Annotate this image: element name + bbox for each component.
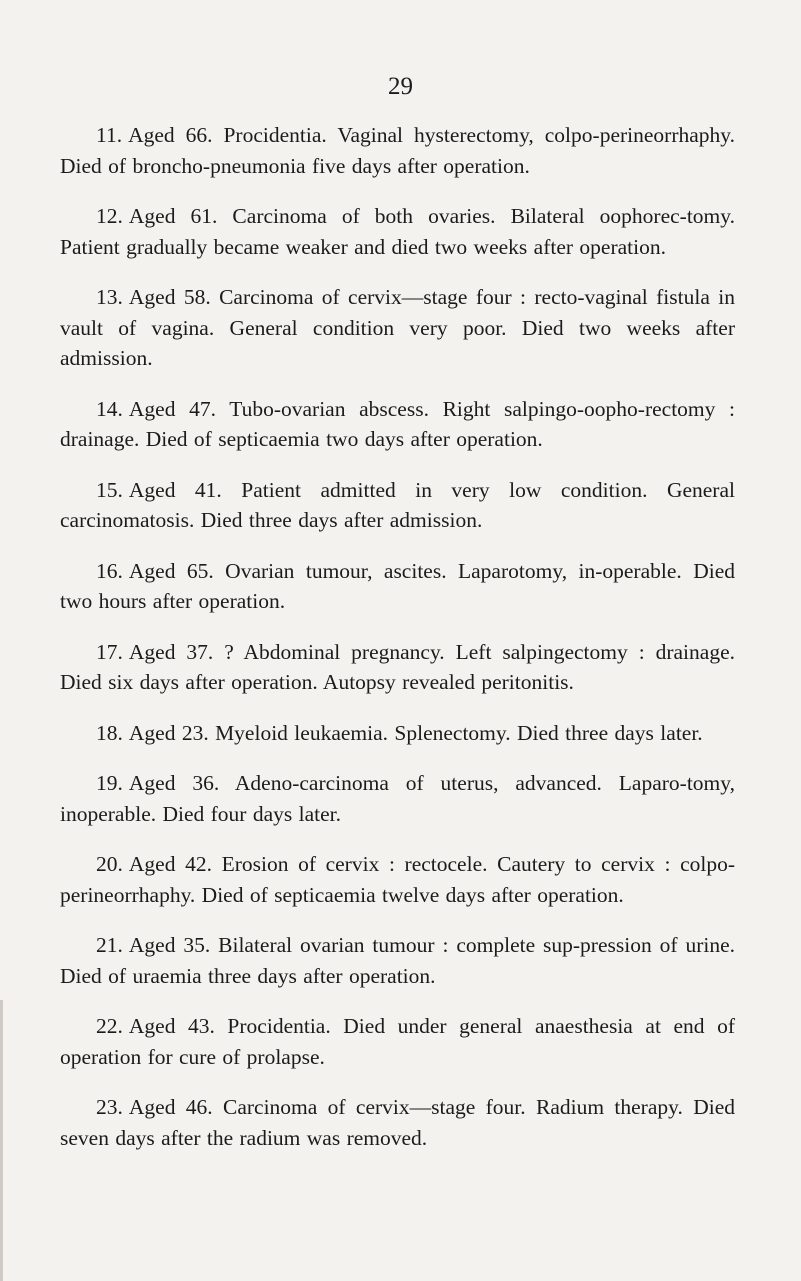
list-item <box>60 718 735 749</box>
entry-text: Aged 42. Erosion of cervix : rectocele. Cautery to cervix : colpo-perineorrhaphy. Died of septicaemia twelve days after operation. <box>60 852 735 907</box>
list-item <box>60 1011 735 1072</box>
entry-number: 15. <box>96 477 123 502</box>
entry-text: Aged 46. Carcinoma of cervix—stage four. Radium therapy. Died seven days after the radium was removed. <box>60 1095 735 1150</box>
list-item <box>60 637 735 698</box>
list-item <box>60 1092 735 1153</box>
entry-number: 20. <box>96 852 123 876</box>
entry-text: Aged 36. Adeno-carcinoma of uterus, advanced. Laparo-tomy, inoperable. Died four days later. <box>60 771 735 826</box>
list-item <box>60 556 735 617</box>
entry-number: 18. <box>96 720 123 745</box>
entry-number: 12. <box>96 204 123 228</box>
entry-number: 13. <box>96 285 123 309</box>
entry-number: 22. <box>96 1014 123 1038</box>
entry-text: Aged 43. Procidentia. Died under general anaesthesia at end of operation for cure of prolapse. <box>60 1014 735 1069</box>
entry-text: Aged 47. Tubo-ovarian abscess. Right salpingo-oopho-rectomy : drainage. Died of septicaemia two days after operation. <box>60 396 735 451</box>
entry-number: 19. <box>96 771 123 795</box>
entry-number: 21. <box>96 933 123 957</box>
list-item <box>60 849 735 910</box>
list-item <box>60 282 735 374</box>
list-item <box>60 930 735 991</box>
entry-text: Aged 35. Bilateral ovarian tumour : complete sup-pression of urine. Died of uraemia three days after operation. <box>60 933 735 988</box>
page-number: 29 <box>388 73 413 100</box>
list-item <box>60 394 735 455</box>
list-item <box>60 768 735 829</box>
case-list <box>60 120 735 1173</box>
entry-text: Aged 58. Carcinoma of cervix—stage four : recto-vaginal fistula in vault of vagina. General condition very poor. Died two weeks after admission. <box>60 285 735 370</box>
entry-text: Aged 65. Ovarian tumour, ascites. Laparotomy, in-operable. Died two hours after operation. <box>60 558 735 613</box>
entry-text: Aged 23. Myeloid leukaemia. Splenectomy. Died three days later. <box>128 720 703 745</box>
entry-number: 11. <box>96 123 123 147</box>
list-item <box>60 201 735 262</box>
entry-number: 17. <box>96 639 123 664</box>
list-item <box>60 120 735 181</box>
entry-number: 14. <box>96 396 123 421</box>
page-edge-shadow <box>0 1000 3 1281</box>
entry-text: Aged 66. Procidentia. Vaginal hysterectomy, colpo-perineorrhaphy. Died of broncho-pneumonia five days after operation. <box>60 123 735 178</box>
entry-text: Aged 37. ? Abdominal pregnancy. Left salpingectomy : drainage. Died six days after operation. Autopsy revealed peritonitis. <box>60 639 735 694</box>
entry-text: Aged 61. Carcinoma of both ovaries. Bilateral oophorec-tomy. Patient gradually became weaker and died two weeks after operation. <box>60 204 735 259</box>
entry-number: 23. <box>96 1095 123 1119</box>
entry-text: Aged 41. Patient admitted in very low condition. General carcinomatosis. Died three days after admission. <box>60 477 735 532</box>
list-item <box>60 475 735 536</box>
entry-number: 16. <box>96 558 123 583</box>
